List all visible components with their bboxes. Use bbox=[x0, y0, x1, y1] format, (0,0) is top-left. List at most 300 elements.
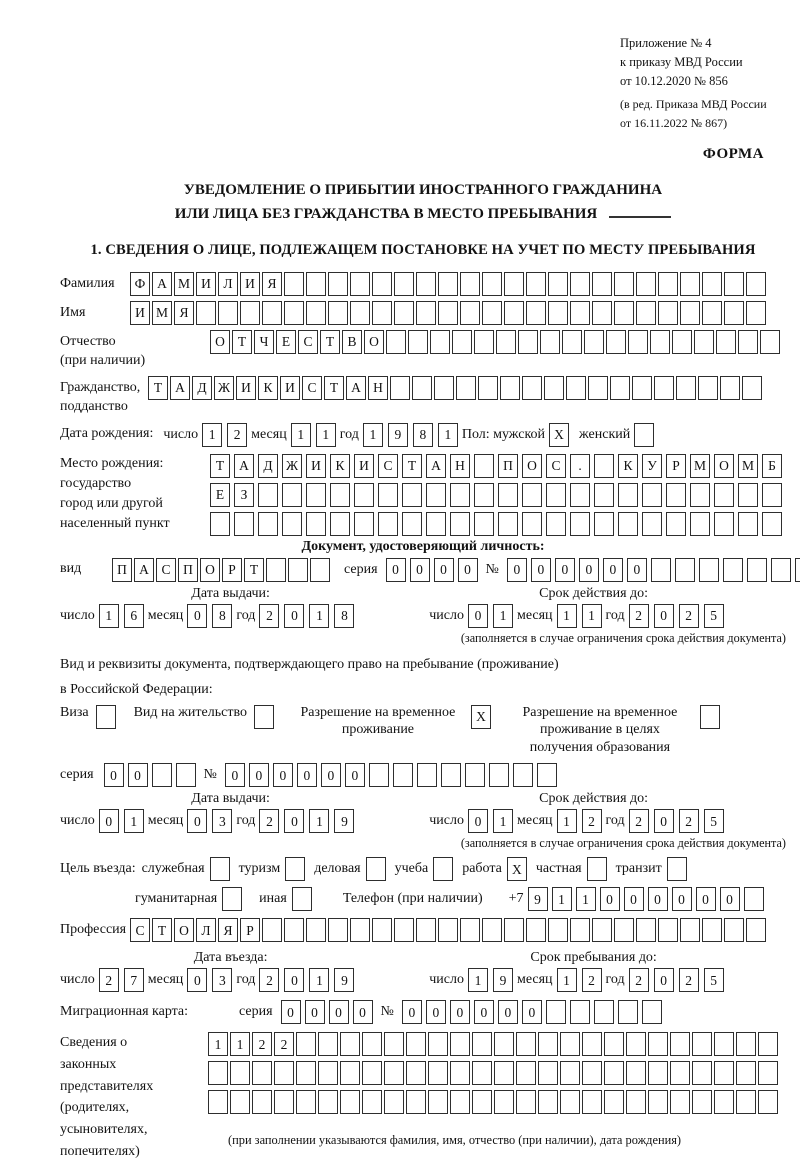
patronymic-cell[interactable] bbox=[694, 330, 714, 354]
identity-issue-month-cell[interactable]: 8 bbox=[212, 604, 232, 628]
citizenship-cell[interactable]: К bbox=[258, 376, 278, 400]
identity-valid-month-cell[interactable]: 1 bbox=[582, 604, 602, 628]
purpose-work-cell[interactable]: X bbox=[507, 857, 527, 881]
identity-issue-day-cell[interactable]: 1 bbox=[99, 604, 119, 628]
given-name-cell[interactable]: Я bbox=[174, 301, 194, 325]
citizenship-cell[interactable]: А bbox=[170, 376, 190, 400]
given-name-cell[interactable] bbox=[482, 301, 502, 325]
identity-valid-year-cell[interactable]: 5 bbox=[704, 604, 724, 628]
profession-cell[interactable] bbox=[592, 918, 612, 942]
residence-number-cell[interactable] bbox=[369, 763, 389, 787]
citizenship-cell[interactable] bbox=[654, 376, 674, 400]
citizenship-cell[interactable] bbox=[522, 376, 542, 400]
surname-cell[interactable] bbox=[680, 272, 700, 296]
legal-reps-cell[interactable] bbox=[736, 1090, 756, 1114]
citizenship-cell[interactable] bbox=[434, 376, 454, 400]
birth-place-cell[interactable] bbox=[546, 483, 566, 507]
residence-issue-month-cell[interactable]: 0 bbox=[187, 809, 207, 833]
legal-reps-cell[interactable] bbox=[648, 1090, 668, 1114]
purpose-humanitarian-cell[interactable] bbox=[222, 887, 242, 911]
identity-issue-year-cell[interactable]: 1 bbox=[309, 604, 329, 628]
birth-place-cell[interactable] bbox=[714, 483, 734, 507]
birth-place-cell[interactable] bbox=[546, 512, 566, 536]
residence-issue-day-cell[interactable]: 0 bbox=[99, 809, 119, 833]
birth-place-cell[interactable]: Т bbox=[210, 454, 230, 478]
profession-cell[interactable] bbox=[548, 918, 568, 942]
doc-type-cell[interactable]: П bbox=[112, 558, 132, 582]
legal-reps-cell[interactable] bbox=[450, 1061, 470, 1085]
birth-place-cell[interactable] bbox=[450, 512, 470, 536]
residence-issue-year-cell[interactable]: 1 bbox=[309, 809, 329, 833]
birth-year-cell[interactable]: 1 bbox=[363, 423, 383, 447]
legal-reps-cell[interactable] bbox=[582, 1090, 602, 1114]
legal-reps-cell[interactable] bbox=[538, 1061, 558, 1085]
phone-cell[interactable]: 9 bbox=[528, 887, 548, 911]
doc-series-cell[interactable]: 0 bbox=[458, 558, 478, 582]
doc-number-cell[interactable] bbox=[651, 558, 671, 582]
surname-cell[interactable]: Л bbox=[218, 272, 238, 296]
birth-place-cell[interactable]: Т bbox=[402, 454, 422, 478]
phone-cell[interactable]: 0 bbox=[672, 887, 692, 911]
stay-year-cell[interactable]: 5 bbox=[704, 968, 724, 992]
legal-reps-cell[interactable] bbox=[604, 1032, 624, 1056]
patronymic-cell[interactable] bbox=[452, 330, 472, 354]
legal-reps-cell[interactable] bbox=[494, 1032, 514, 1056]
birth-place-cell[interactable]: . bbox=[570, 454, 590, 478]
doc-number-cell[interactable] bbox=[723, 558, 743, 582]
citizenship-cell[interactable] bbox=[500, 376, 520, 400]
purpose-study-cell[interactable] bbox=[433, 857, 453, 881]
profession-cell[interactable] bbox=[680, 918, 700, 942]
given-name-cell[interactable] bbox=[548, 301, 568, 325]
surname-cell[interactable]: М bbox=[174, 272, 194, 296]
patronymic-cell[interactable]: С bbox=[298, 330, 318, 354]
entry-year-cell[interactable]: 0 bbox=[284, 968, 304, 992]
patronymic-cell[interactable] bbox=[386, 330, 406, 354]
legal-reps-cell[interactable] bbox=[538, 1032, 558, 1056]
given-name-cell[interactable] bbox=[372, 301, 392, 325]
surname-cell[interactable] bbox=[438, 272, 458, 296]
birth-place-cell[interactable] bbox=[594, 512, 614, 536]
given-name-cell[interactable] bbox=[614, 301, 634, 325]
temp-residence-cell[interactable]: X bbox=[471, 705, 491, 729]
birth-place-cell[interactable] bbox=[426, 483, 446, 507]
profession-cell[interactable] bbox=[284, 918, 304, 942]
residence-number-cell[interactable] bbox=[441, 763, 461, 787]
patronymic-cell[interactable]: Т bbox=[320, 330, 340, 354]
profession-cell[interactable] bbox=[614, 918, 634, 942]
patronymic-cell[interactable] bbox=[672, 330, 692, 354]
entry-month-cell[interactable]: 0 bbox=[187, 968, 207, 992]
surname-cell[interactable] bbox=[416, 272, 436, 296]
legal-reps-cell[interactable] bbox=[406, 1090, 426, 1114]
residence-number-cell[interactable] bbox=[393, 763, 413, 787]
legal-reps-cell[interactable] bbox=[318, 1032, 338, 1056]
citizenship-cell[interactable] bbox=[632, 376, 652, 400]
stay-month-cell[interactable]: 2 bbox=[582, 968, 602, 992]
entry-year-cell[interactable]: 9 bbox=[334, 968, 354, 992]
given-name-cell[interactable] bbox=[262, 301, 282, 325]
residence-valid-year-cell[interactable]: 0 bbox=[654, 809, 674, 833]
birth-place-cell[interactable] bbox=[570, 483, 590, 507]
surname-cell[interactable] bbox=[570, 272, 590, 296]
doc-number-cell[interactable]: 0 bbox=[603, 558, 623, 582]
birth-place-cell[interactable]: Р bbox=[666, 454, 686, 478]
residence-valid-day-cell[interactable]: 1 bbox=[493, 809, 513, 833]
citizenship-cell[interactable] bbox=[412, 376, 432, 400]
patronymic-cell[interactable] bbox=[408, 330, 428, 354]
purpose-other-cell[interactable] bbox=[292, 887, 312, 911]
birth-place-cell[interactable] bbox=[330, 512, 350, 536]
residence-number-cell[interactable]: 0 bbox=[249, 763, 269, 787]
phone-cell[interactable] bbox=[744, 887, 764, 911]
identity-valid-year-cell[interactable]: 0 bbox=[654, 604, 674, 628]
doc-series-cell[interactable]: 0 bbox=[410, 558, 430, 582]
doc-number-cell[interactable]: 0 bbox=[627, 558, 647, 582]
profession-cell[interactable]: Т bbox=[152, 918, 172, 942]
doc-number-cell[interactable] bbox=[795, 558, 800, 582]
identity-valid-month-cell[interactable]: 1 bbox=[557, 604, 577, 628]
birth-place-cell[interactable] bbox=[330, 483, 350, 507]
legal-reps-cell[interactable] bbox=[626, 1090, 646, 1114]
residence-number-cell[interactable] bbox=[489, 763, 509, 787]
birth-place-cell[interactable]: Б bbox=[762, 454, 782, 478]
doc-number-cell[interactable]: 0 bbox=[507, 558, 527, 582]
doc-type-cell[interactable]: О bbox=[200, 558, 220, 582]
legal-reps-cell[interactable] bbox=[604, 1090, 624, 1114]
surname-cell[interactable] bbox=[526, 272, 546, 296]
residence-issue-year-cell[interactable]: 2 bbox=[259, 809, 279, 833]
given-name-cell[interactable] bbox=[196, 301, 216, 325]
legal-reps-cell[interactable] bbox=[406, 1032, 426, 1056]
given-name-cell[interactable] bbox=[570, 301, 590, 325]
legal-reps-cell[interactable] bbox=[230, 1061, 250, 1085]
profession-cell[interactable] bbox=[328, 918, 348, 942]
birth-place-cell[interactable] bbox=[594, 483, 614, 507]
profession-cell[interactable] bbox=[636, 918, 656, 942]
birth-place-cell[interactable] bbox=[690, 512, 710, 536]
birth-day-cell[interactable]: 1 bbox=[202, 423, 222, 447]
legal-reps-cell[interactable] bbox=[670, 1090, 690, 1114]
entry-day-cell[interactable]: 2 bbox=[99, 968, 119, 992]
identity-issue-year-cell[interactable]: 8 bbox=[334, 604, 354, 628]
legal-reps-cell[interactable] bbox=[626, 1032, 646, 1056]
doc-type-cell[interactable]: А bbox=[134, 558, 154, 582]
residence-valid-year-cell[interactable]: 5 bbox=[704, 809, 724, 833]
citizenship-cell[interactable] bbox=[742, 376, 762, 400]
surname-cell[interactable] bbox=[482, 272, 502, 296]
birth-place-cell[interactable]: У bbox=[642, 454, 662, 478]
patronymic-cell[interactable] bbox=[738, 330, 758, 354]
citizenship-cell[interactable] bbox=[610, 376, 630, 400]
residence-valid-year-cell[interactable]: 2 bbox=[629, 809, 649, 833]
birth-place-cell[interactable] bbox=[594, 454, 614, 478]
stay-year-cell[interactable]: 0 bbox=[654, 968, 674, 992]
birth-place-cell[interactable]: И bbox=[354, 454, 374, 478]
legal-reps-cell[interactable] bbox=[428, 1032, 448, 1056]
legal-reps-cell[interactable]: 2 bbox=[274, 1032, 294, 1056]
legal-reps-cell[interactable] bbox=[692, 1032, 712, 1056]
given-name-cell[interactable]: М bbox=[152, 301, 172, 325]
legal-reps-cell[interactable]: 2 bbox=[252, 1032, 272, 1056]
citizenship-cell[interactable]: И bbox=[280, 376, 300, 400]
legal-reps-cell[interactable] bbox=[604, 1061, 624, 1085]
citizenship-cell[interactable] bbox=[456, 376, 476, 400]
migration-number-cell[interactable]: 0 bbox=[498, 1000, 518, 1024]
patronymic-cell[interactable]: Е bbox=[276, 330, 296, 354]
residence-number-cell[interactable]: 0 bbox=[297, 763, 317, 787]
migration-series-cell[interactable]: 0 bbox=[305, 1000, 325, 1024]
surname-cell[interactable] bbox=[636, 272, 656, 296]
birth-place-cell[interactable] bbox=[354, 483, 374, 507]
birth-place-cell[interactable] bbox=[378, 512, 398, 536]
purpose-private-cell[interactable] bbox=[587, 857, 607, 881]
residence-issue-year-cell[interactable]: 9 bbox=[334, 809, 354, 833]
legal-reps-cell[interactable] bbox=[208, 1061, 228, 1085]
citizenship-cell[interactable]: А bbox=[346, 376, 366, 400]
legal-reps-cell[interactable] bbox=[274, 1090, 294, 1114]
legal-reps-cell[interactable] bbox=[362, 1061, 382, 1085]
birth-day-cell[interactable]: 2 bbox=[227, 423, 247, 447]
legal-reps-cell[interactable] bbox=[714, 1032, 734, 1056]
profession-cell[interactable] bbox=[724, 918, 744, 942]
profession-cell[interactable] bbox=[460, 918, 480, 942]
birth-place-cell[interactable] bbox=[762, 483, 782, 507]
residence-number-cell[interactable]: 0 bbox=[321, 763, 341, 787]
doc-type-cell[interactable]: Р bbox=[222, 558, 242, 582]
legal-reps-cell[interactable] bbox=[472, 1061, 492, 1085]
given-name-cell[interactable] bbox=[504, 301, 524, 325]
birth-place-cell[interactable] bbox=[210, 512, 230, 536]
doc-type-cell[interactable] bbox=[310, 558, 330, 582]
birth-place-cell[interactable]: М bbox=[738, 454, 758, 478]
residence-issue-month-cell[interactable]: 3 bbox=[212, 809, 232, 833]
legal-reps-cell[interactable] bbox=[516, 1032, 536, 1056]
surname-cell[interactable] bbox=[284, 272, 304, 296]
birth-place-cell[interactable] bbox=[738, 512, 758, 536]
legal-reps-cell[interactable] bbox=[714, 1061, 734, 1085]
surname-cell[interactable] bbox=[328, 272, 348, 296]
entry-year-cell[interactable]: 1 bbox=[309, 968, 329, 992]
doc-type-cell[interactable]: П bbox=[178, 558, 198, 582]
surname-cell[interactable] bbox=[350, 272, 370, 296]
doc-number-cell[interactable]: 0 bbox=[531, 558, 551, 582]
birth-place-cell[interactable] bbox=[282, 512, 302, 536]
birth-place-cell[interactable]: Е bbox=[210, 483, 230, 507]
birth-place-cell[interactable] bbox=[762, 512, 782, 536]
residence-number-cell[interactable] bbox=[537, 763, 557, 787]
given-name-cell[interactable] bbox=[460, 301, 480, 325]
phone-cell[interactable]: 1 bbox=[576, 887, 596, 911]
birth-place-cell[interactable]: М bbox=[690, 454, 710, 478]
given-name-cell[interactable]: И bbox=[130, 301, 150, 325]
citizenship-cell[interactable] bbox=[478, 376, 498, 400]
birth-place-cell[interactable] bbox=[306, 483, 326, 507]
profession-cell[interactable]: О bbox=[174, 918, 194, 942]
citizenship-cell[interactable] bbox=[698, 376, 718, 400]
purpose-official-cell[interactable] bbox=[210, 857, 230, 881]
birth-place-cell[interactable] bbox=[522, 512, 542, 536]
migration-number-cell[interactable] bbox=[642, 1000, 662, 1024]
identity-issue-year-cell[interactable]: 0 bbox=[284, 604, 304, 628]
legal-reps-cell[interactable] bbox=[494, 1090, 514, 1114]
surname-cell[interactable]: А bbox=[152, 272, 172, 296]
phone-cell[interactable]: 1 bbox=[552, 887, 572, 911]
birth-place-cell[interactable] bbox=[234, 512, 254, 536]
stay-year-cell[interactable]: 2 bbox=[629, 968, 649, 992]
surname-cell[interactable]: Я bbox=[262, 272, 282, 296]
birth-month-cell[interactable]: 1 bbox=[291, 423, 311, 447]
residence-number-cell[interactable]: 0 bbox=[345, 763, 365, 787]
patronymic-cell[interactable]: О bbox=[364, 330, 384, 354]
legal-reps-cell[interactable] bbox=[384, 1061, 404, 1085]
given-name-cell[interactable] bbox=[416, 301, 436, 325]
sex-male-cell[interactable]: X bbox=[549, 423, 569, 447]
given-name-cell[interactable] bbox=[218, 301, 238, 325]
identity-issue-month-cell[interactable]: 0 bbox=[187, 604, 207, 628]
legal-reps-cell[interactable] bbox=[362, 1032, 382, 1056]
given-name-cell[interactable] bbox=[658, 301, 678, 325]
birth-year-cell[interactable]: 9 bbox=[388, 423, 408, 447]
patronymic-cell[interactable] bbox=[540, 330, 560, 354]
profession-cell[interactable]: Р bbox=[240, 918, 260, 942]
stay-day-cell[interactable]: 1 bbox=[468, 968, 488, 992]
surname-cell[interactable] bbox=[372, 272, 392, 296]
patronymic-cell[interactable] bbox=[628, 330, 648, 354]
legal-reps-cell[interactable] bbox=[208, 1090, 228, 1114]
purpose-transit-cell[interactable] bbox=[667, 857, 687, 881]
identity-issue-year-cell[interactable]: 2 bbox=[259, 604, 279, 628]
birth-place-cell[interactable]: Д bbox=[258, 454, 278, 478]
migration-number-cell[interactable]: 0 bbox=[426, 1000, 446, 1024]
profession-cell[interactable] bbox=[438, 918, 458, 942]
legal-reps-cell[interactable] bbox=[252, 1090, 272, 1114]
birth-place-cell[interactable] bbox=[738, 483, 758, 507]
profession-cell[interactable]: Я bbox=[218, 918, 238, 942]
doc-number-cell[interactable]: 0 bbox=[579, 558, 599, 582]
citizenship-cell[interactable] bbox=[390, 376, 410, 400]
profession-cell[interactable] bbox=[658, 918, 678, 942]
legal-reps-cell[interactable] bbox=[648, 1032, 668, 1056]
profession-cell[interactable] bbox=[504, 918, 524, 942]
residence-number-cell[interactable] bbox=[465, 763, 485, 787]
surname-cell[interactable]: И bbox=[196, 272, 216, 296]
legal-reps-cell[interactable] bbox=[758, 1061, 778, 1085]
birth-place-cell[interactable] bbox=[498, 512, 518, 536]
given-name-cell[interactable] bbox=[284, 301, 304, 325]
migration-series-cell[interactable]: 0 bbox=[353, 1000, 373, 1024]
identity-valid-year-cell[interactable]: 2 bbox=[679, 604, 699, 628]
doc-type-cell[interactable] bbox=[266, 558, 286, 582]
legal-reps-cell[interactable] bbox=[758, 1032, 778, 1056]
given-name-cell[interactable] bbox=[724, 301, 744, 325]
legal-reps-cell[interactable] bbox=[230, 1090, 250, 1114]
identity-issue-day-cell[interactable]: 6 bbox=[124, 604, 144, 628]
migration-number-cell[interactable]: 0 bbox=[402, 1000, 422, 1024]
birth-place-cell[interactable] bbox=[426, 512, 446, 536]
legal-reps-cell[interactable] bbox=[670, 1061, 690, 1085]
birth-place-cell[interactable] bbox=[642, 512, 662, 536]
birth-place-cell[interactable]: П bbox=[498, 454, 518, 478]
birth-place-cell[interactable]: С bbox=[546, 454, 566, 478]
patronymic-cell[interactable] bbox=[606, 330, 626, 354]
residence-valid-day-cell[interactable]: 0 bbox=[468, 809, 488, 833]
birth-place-cell[interactable] bbox=[570, 512, 590, 536]
birth-place-cell[interactable] bbox=[258, 483, 278, 507]
stay-month-cell[interactable]: 1 bbox=[557, 968, 577, 992]
given-name-cell[interactable] bbox=[438, 301, 458, 325]
patronymic-cell[interactable] bbox=[584, 330, 604, 354]
given-name-cell[interactable] bbox=[636, 301, 656, 325]
citizenship-cell[interactable]: С bbox=[302, 376, 322, 400]
given-name-cell[interactable] bbox=[702, 301, 722, 325]
legal-reps-cell[interactable] bbox=[252, 1061, 272, 1085]
profession-cell[interactable]: С bbox=[130, 918, 150, 942]
profession-cell[interactable] bbox=[526, 918, 546, 942]
doc-number-cell[interactable] bbox=[771, 558, 791, 582]
given-name-cell[interactable] bbox=[328, 301, 348, 325]
legal-reps-cell[interactable] bbox=[736, 1032, 756, 1056]
temp-residence-education-cell[interactable] bbox=[700, 705, 720, 729]
birth-place-cell[interactable]: И bbox=[306, 454, 326, 478]
identity-valid-year-cell[interactable]: 2 bbox=[629, 604, 649, 628]
residence-valid-month-cell[interactable]: 1 bbox=[557, 809, 577, 833]
doc-number-cell[interactable] bbox=[675, 558, 695, 582]
given-name-cell[interactable] bbox=[306, 301, 326, 325]
residence-number-cell[interactable] bbox=[513, 763, 533, 787]
birth-place-cell[interactable]: К bbox=[618, 454, 638, 478]
legal-reps-cell[interactable] bbox=[472, 1032, 492, 1056]
legal-reps-cell[interactable] bbox=[384, 1090, 404, 1114]
stay-day-cell[interactable]: 9 bbox=[493, 968, 513, 992]
birth-place-cell[interactable] bbox=[402, 483, 422, 507]
profession-cell[interactable] bbox=[702, 918, 722, 942]
doc-number-cell[interactable] bbox=[699, 558, 719, 582]
legal-reps-cell[interactable] bbox=[296, 1061, 316, 1085]
birth-place-cell[interactable] bbox=[474, 454, 494, 478]
patronymic-cell[interactable] bbox=[650, 330, 670, 354]
citizenship-cell[interactable] bbox=[544, 376, 564, 400]
legal-reps-cell[interactable] bbox=[472, 1090, 492, 1114]
birth-place-cell[interactable] bbox=[522, 483, 542, 507]
legal-reps-cell[interactable] bbox=[296, 1032, 316, 1056]
citizenship-cell[interactable] bbox=[720, 376, 740, 400]
legal-reps-cell[interactable] bbox=[450, 1090, 470, 1114]
birth-place-cell[interactable] bbox=[618, 512, 638, 536]
patronymic-cell[interactable] bbox=[716, 330, 736, 354]
migration-series-cell[interactable]: 0 bbox=[281, 1000, 301, 1024]
migration-number-cell[interactable] bbox=[594, 1000, 614, 1024]
birth-place-cell[interactable]: О bbox=[714, 454, 734, 478]
profession-cell[interactable] bbox=[350, 918, 370, 942]
surname-cell[interactable]: Ф bbox=[130, 272, 150, 296]
legal-reps-cell[interactable] bbox=[296, 1090, 316, 1114]
surname-cell[interactable] bbox=[306, 272, 326, 296]
legal-reps-cell[interactable]: 1 bbox=[208, 1032, 228, 1056]
legal-reps-cell[interactable] bbox=[428, 1061, 448, 1085]
birth-place-cell[interactable]: К bbox=[330, 454, 350, 478]
birth-place-cell[interactable] bbox=[666, 483, 686, 507]
patronymic-cell[interactable]: Ч bbox=[254, 330, 274, 354]
birth-place-cell[interactable] bbox=[666, 512, 686, 536]
birth-place-cell[interactable] bbox=[306, 512, 326, 536]
legal-reps-cell[interactable] bbox=[758, 1090, 778, 1114]
legal-reps-cell[interactable] bbox=[648, 1061, 668, 1085]
residence-issue-day-cell[interactable]: 1 bbox=[124, 809, 144, 833]
legal-reps-cell[interactable] bbox=[582, 1032, 602, 1056]
phone-cell[interactable]: 0 bbox=[648, 887, 668, 911]
purpose-business-cell[interactable] bbox=[366, 857, 386, 881]
